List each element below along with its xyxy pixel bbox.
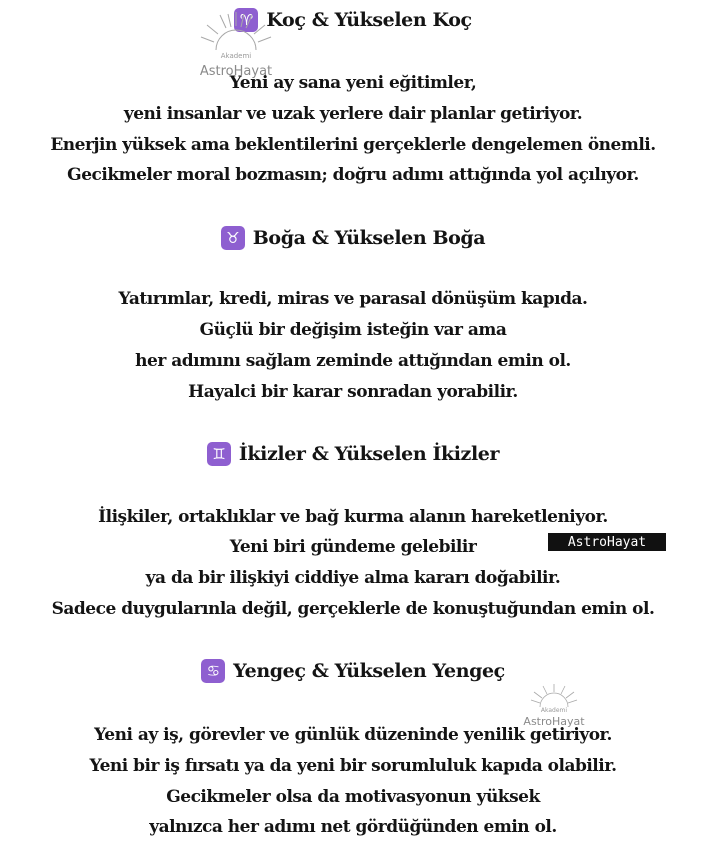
section-text-line: Sadece duygularınla değil, gerçeklerle de konuştuğundan emin ol. bbox=[51, 599, 655, 619]
gemini-icon: ♊ bbox=[207, 442, 231, 466]
sunburst-icon bbox=[186, 6, 286, 54]
watermark-logo bbox=[186, 6, 286, 82]
watermark-small-label: Akademi bbox=[220, 52, 252, 60]
section-text-line: Hayalci bir karar sonradan yorabilir. bbox=[188, 382, 518, 402]
section-text-line: her adımını sağlam zeminde attığından emin ol. bbox=[135, 351, 571, 371]
section-text-line: Gecikmeler olsa da motivasyonun yüksek bbox=[166, 787, 540, 807]
watermark-brand-box: AstroHayat bbox=[548, 533, 666, 551]
section-text-line: Enerjin yüksek ama beklentilerini gerçeklerle dengelemen önemli. bbox=[50, 135, 656, 155]
section-text-line: Yeni ay sana yeni eğitimler, bbox=[229, 73, 477, 93]
taurus-icon: ♉ bbox=[221, 226, 245, 250]
section-heading-ikizler bbox=[0, 442, 706, 466]
aries-icon: ♈ bbox=[234, 8, 258, 32]
sunburst-icon bbox=[513, 682, 595, 708]
section-text-line: Yeni bir iş fırsatı ya da yeni bir sorumluluk kapıda olabilir. bbox=[89, 756, 617, 776]
section-text-line: Yeni biri gündeme gelebilir bbox=[229, 537, 477, 557]
cancer-icon: ♋ bbox=[201, 659, 225, 683]
section-heading-koc bbox=[0, 8, 706, 32]
watermark-brand: AstroHayat bbox=[199, 64, 273, 79]
section-title: Koç & Yükselen Koç bbox=[266, 9, 472, 31]
section-text-line: Yeni ay iş, görevler ve günlük düzeninde yenilik getiriyor. bbox=[94, 725, 612, 745]
watermark-logo bbox=[513, 682, 595, 730]
section-text-line: ya da bir ilişkiyi ciddiye alma kararı doğabilir. bbox=[145, 568, 561, 588]
section-text-line: İlişkiler, ortaklıklar ve bağ kurma alanın hareketleniyor. bbox=[98, 507, 608, 527]
section-title: İkizler & Yükselen İkizler bbox=[238, 443, 500, 465]
section-text-line: Güçlü bir değişim isteğin var ama bbox=[199, 320, 507, 340]
section-text-line: yeni insanlar ve uzak yerlere dair planlar getiriyor. bbox=[123, 104, 583, 124]
section-text-line: Gecikmeler moral bozmasın; doğru adımı attığında yol açılıyor. bbox=[67, 165, 639, 185]
section-text-line: yalnızca her adımı net gördüğünden emin ol. bbox=[149, 817, 557, 837]
watermark-small-label: Akademi bbox=[540, 707, 568, 714]
section-title: Boğa & Yükselen Boğa bbox=[252, 227, 486, 249]
section-text-line: Yatırımlar, kredi, miras ve parasal dönüşüm kapıda. bbox=[118, 289, 588, 309]
section-title: Yengeç & Yükselen Yengeç bbox=[233, 660, 505, 682]
watermark-brand: AstroHayat bbox=[523, 715, 585, 728]
section-heading-yengec bbox=[0, 659, 706, 683]
section-heading-boga bbox=[0, 226, 706, 250]
